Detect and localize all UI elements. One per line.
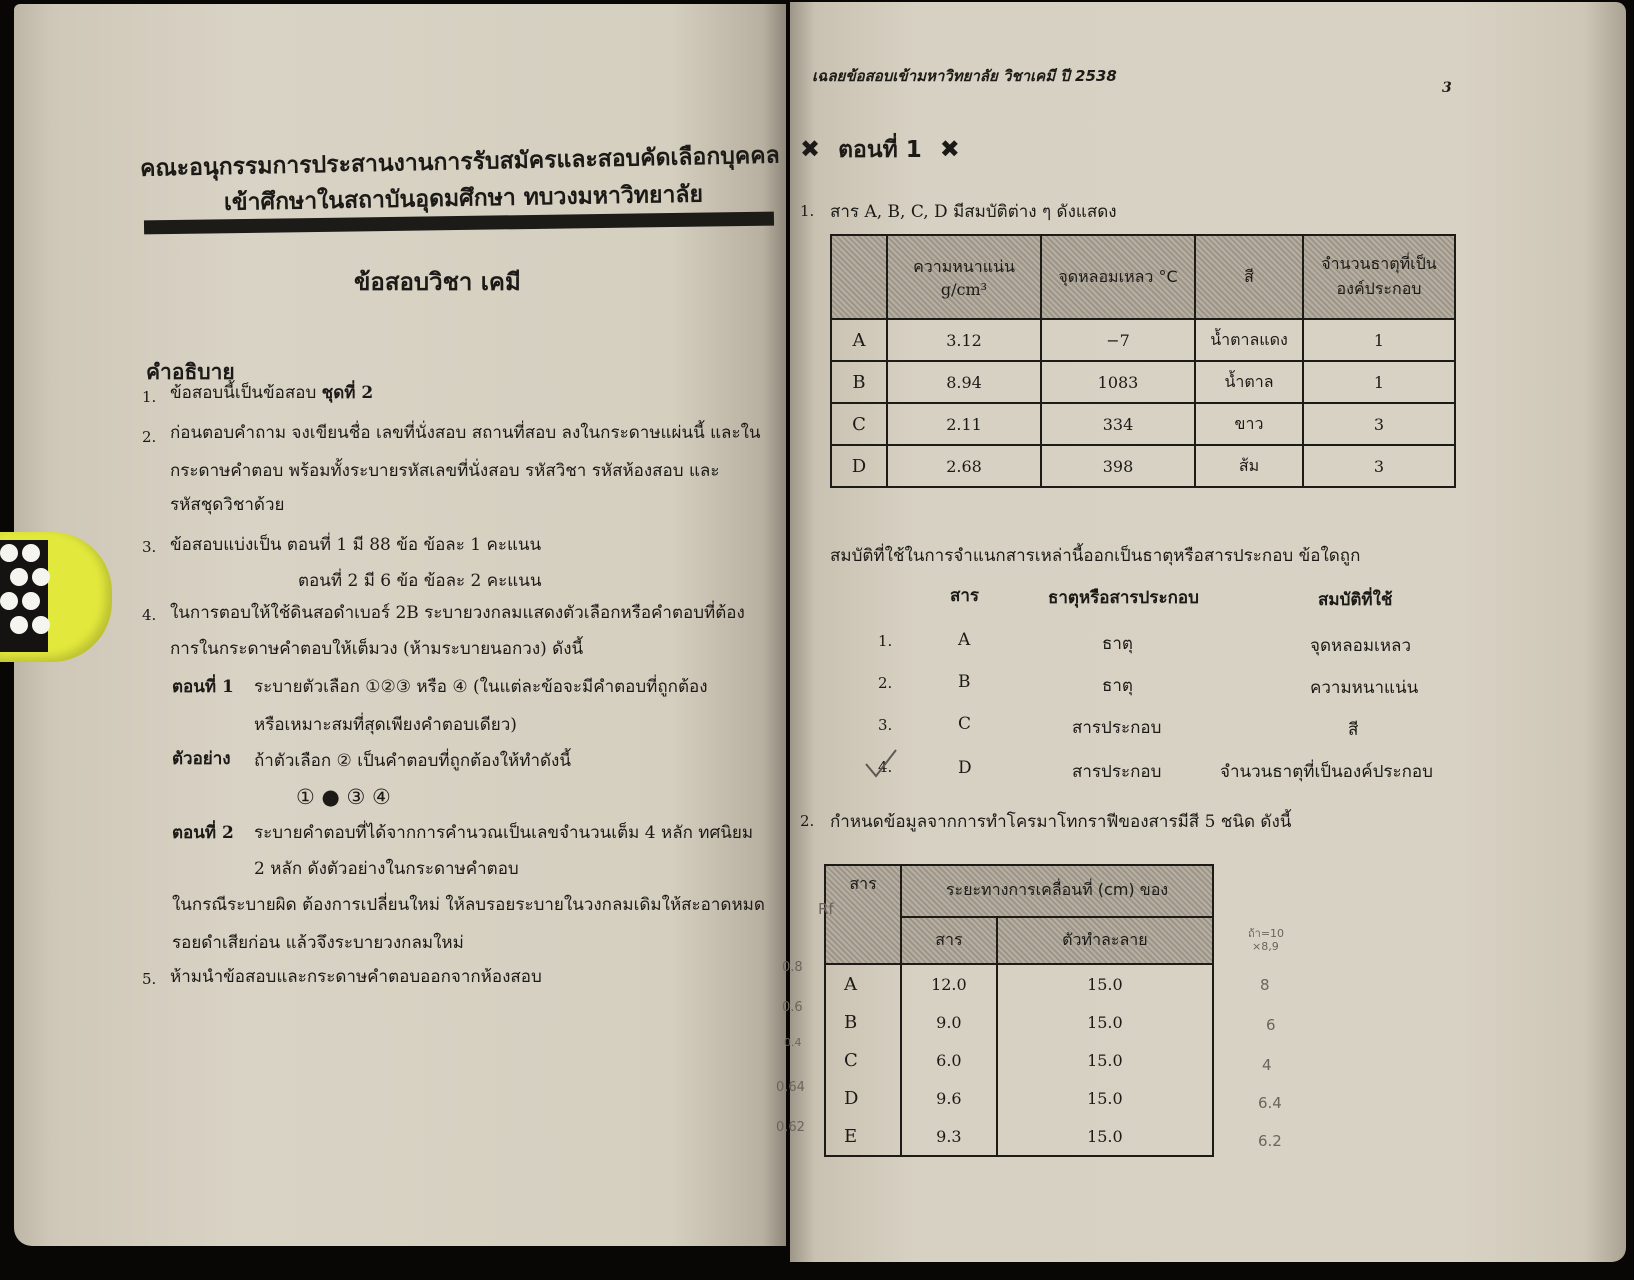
table-row — [831, 361, 1455, 403]
handwritten-rf-value: 0.4 — [784, 1036, 802, 1049]
part-2-line-1: ระบายคำตอบที่ได้จากการคำนวณเป็นเลขจำนวนเต็ม 4 หลัก ทศนิยม — [254, 823, 754, 843]
cell-substance-distance: 9.6 — [901, 1079, 997, 1117]
clip-dot — [0, 592, 18, 610]
part-1-label: ตอนที่ 1 — [172, 677, 234, 697]
cell-substance: B — [831, 361, 887, 403]
table-header-distance: ระยะทางการเคลื่อนที่ (cm) ของ — [901, 865, 1213, 917]
table-row — [831, 403, 1455, 445]
option-substance: B — [958, 672, 971, 692]
right-page — [776, 2, 1626, 1262]
option-property: ความหนาแน่น — [1310, 678, 1419, 698]
option-number: 4. — [878, 758, 893, 776]
clip-dot — [0, 544, 18, 562]
cell-substance: A — [831, 319, 887, 361]
item-number-1: 1. — [142, 388, 157, 406]
cell-density: 8.94 — [887, 361, 1041, 403]
handwritten-note-sub: ×8,9 — [1252, 940, 1279, 953]
item-number-4: 4. — [142, 606, 157, 624]
part-2-line-2: 2 หลัก ดังตัวอย่างในกระดาษคำตอบ — [254, 859, 519, 879]
clip-dot — [32, 616, 50, 634]
option-substance: A — [958, 630, 971, 650]
cell-melting-point: −7 — [1041, 319, 1195, 361]
q1-text: สาร A, B, C, D มีสมบัติต่าง ๆ ดังแสดง — [830, 202, 1117, 222]
options-header-substance: สาร — [950, 586, 980, 606]
cell-substance-distance: 9.3 — [901, 1117, 997, 1156]
left-page — [14, 4, 786, 1246]
option-type: ธาตุ — [1102, 676, 1133, 696]
option-property: จำนวนธาตุที่เป็นองค์ประกอบ — [1220, 762, 1433, 782]
instruction-4-line-2: การในกระดาษคำตอบให้เต็มวง (ห้ามระบายนอกวง) ดังนี้ — [170, 639, 584, 659]
exam-title: ข้อสอบวิชา เคมี — [354, 268, 521, 296]
part-title — [800, 132, 960, 168]
handwritten-rf-value: 0.8 — [782, 960, 803, 975]
table-header-melting-point: จุดหลอมเหลว °C — [1041, 235, 1195, 319]
paper-clip — [0, 532, 112, 662]
cell-color: ส้ม — [1195, 445, 1303, 487]
option-property: สี — [1348, 720, 1359, 740]
cell-substance: D — [831, 445, 887, 487]
handwritten-rf-value: 0.64 — [776, 1080, 805, 1095]
header-element-count-2: องค์ประกอบ — [1336, 279, 1422, 298]
option-type: สารประกอบ — [1072, 718, 1162, 738]
example-line-1: ถ้าตัวเลือก ② เป็นคำตอบที่ถูกต้องให้ทำดังนี้ — [254, 751, 571, 771]
option-property: จุดหลอมเหลว — [1310, 636, 1412, 656]
part-2-label: ตอนที่ 2 — [172, 823, 234, 843]
table-header-solvent: ตัวทำละลาย — [997, 917, 1213, 964]
clip-dot — [22, 544, 40, 562]
handwritten-rf-value: 0.6 — [782, 1000, 803, 1015]
page-number: 3 — [1442, 80, 1452, 96]
handwritten-value: 8 — [1260, 976, 1270, 994]
options-header-property: สมบัติที่ใช้ — [1318, 590, 1393, 610]
q1-number: 1. — [800, 202, 815, 220]
table-header-density — [887, 235, 1041, 319]
table-row — [825, 1041, 1213, 1079]
cell-element-count: 3 — [1303, 403, 1455, 445]
cell-substance: D — [825, 1079, 901, 1117]
clip-dot — [10, 568, 28, 586]
cell-substance: A — [825, 964, 901, 1003]
handwritten-rf-value: 0.62 — [776, 1120, 805, 1135]
cell-melting-point: 1083 — [1041, 361, 1195, 403]
mistake-line-1: ในกรณีระบายผิด ต้องการเปลี่ยนใหม่ ให้ลบรอยระบายในวงกลมเดิมให้สะอาดหมด — [172, 895, 765, 915]
cross-icon: ✖ — [800, 135, 821, 163]
mistake-line-2: รอยดำเสียก่อน แล้วจึงระบายวงกลมใหม่ — [172, 933, 464, 953]
item-number-3: 3. — [142, 538, 157, 556]
cell-substance: E — [825, 1117, 901, 1156]
cell-solvent-distance: 15.0 — [997, 1041, 1213, 1079]
committee-title-line-2: เข้าศึกษาในสถาบันอุดมศึกษา ทบวงมหาวิทยาลัย — [223, 181, 704, 216]
cell-solvent-distance: 15.0 — [997, 1003, 1213, 1041]
clip-dot — [22, 592, 40, 610]
instruction-3-line-2: ตอนที่ 2 มี 6 ข้อ ข้อละ 2 คะแนน — [298, 571, 542, 591]
committee-title-line-1: คณะอนุกรรมการประสานงานการรับสมัครและสอบคัดเลือกบุคคล — [139, 142, 780, 182]
cell-solvent-distance: 15.0 — [997, 964, 1213, 1003]
handwritten-value: 6.2 — [1258, 1132, 1282, 1150]
cell-substance: C — [831, 403, 887, 445]
item-number-2: 2. — [142, 428, 157, 446]
cell-element-count: 3 — [1303, 445, 1455, 487]
cell-melting-point: 334 — [1041, 403, 1195, 445]
header-element-count-1: จำนวนธาตุที่เป็น — [1321, 254, 1437, 273]
cell-substance-distance: 12.0 — [901, 964, 997, 1003]
properties-table — [830, 234, 1456, 488]
table-header-empty — [831, 235, 887, 319]
part-1-line-1: ระบายตัวเลือก ①②③ หรือ ④ (ในแต่ละข้อจะมีคำตอบที่ถูกต้อง — [254, 677, 708, 697]
table-row — [825, 1117, 1213, 1156]
instruction-2-line-3: รหัสชุดวิชาด้วย — [170, 495, 285, 515]
option-substance: C — [958, 714, 972, 734]
instructions-title: คำอธิบาย — [146, 360, 235, 384]
cell-density: 3.12 — [887, 319, 1041, 361]
handwritten-note: ถ้า=10 — [1248, 927, 1285, 940]
instruction-2-line-2: กระดาษคำตอบ พร้อมทั้งระบายรหัสเลขที่นั่งสอบ รหัสวิชา รหัสห้องสอบ และ — [170, 461, 720, 481]
table-row — [825, 964, 1213, 1003]
table-row — [831, 445, 1455, 487]
cell-substance-distance: 9.0 — [901, 1003, 997, 1041]
option-type: ธาตุ — [1102, 634, 1133, 654]
option-number: 1. — [878, 632, 893, 650]
table-header-row — [831, 235, 1455, 319]
handwritten-rf-label: Rf — [818, 900, 834, 918]
handwritten-value: 6.4 — [1258, 1094, 1282, 1112]
instruction-5: ห้ามนำข้อสอบและกระดาษคำตอบออกจากห้องสอบ — [170, 967, 542, 987]
table-header-sub-substance: สาร — [901, 917, 997, 964]
q1-question: สมบัติที่ใช้ในการจำแนกสารเหล่านี้ออกเป็นธาตุหรือสารประกอบ ข้อใดถูก — [830, 546, 1361, 566]
handwritten-value: 4 — [1262, 1056, 1272, 1074]
running-header: เฉลยข้อสอบเข้ามหาวิทยาลัย วิชาเคมี ปี 2538 — [812, 67, 1117, 85]
example-label: ตัวอย่าง — [172, 749, 231, 769]
header-density-unit: g/cm³ — [940, 280, 988, 299]
cell-density: 2.11 — [887, 403, 1041, 445]
instruction-3-line-1: ข้อสอบแบ่งเป็น ตอนที่ 1 มี 88 ข้อ ข้อละ 1 คะแนน — [170, 535, 542, 555]
table-row — [825, 1003, 1213, 1041]
instruction-1 — [170, 382, 373, 404]
cell-element-count: 1 — [1303, 361, 1455, 403]
part-title-text: ตอนที่ 1 — [838, 137, 922, 163]
example-bubbles: ① ● ③ ④ — [296, 785, 391, 809]
handwritten-value: 6 — [1266, 1016, 1276, 1034]
cross-icon: ✖ — [939, 135, 960, 163]
option-type: สารประกอบ — [1072, 762, 1162, 782]
table-header-substance: สาร — [825, 865, 901, 964]
table-row — [831, 319, 1455, 361]
table-row — [825, 1079, 1213, 1117]
options-header-type: ธาตุหรือสารประกอบ — [1048, 588, 1199, 608]
cell-solvent-distance: 15.0 — [997, 1117, 1213, 1156]
check-mark-icon — [862, 746, 902, 782]
item-number-5: 5. — [142, 970, 157, 988]
cell-color: ขาว — [1195, 403, 1303, 445]
cell-element-count: 1 — [1303, 319, 1455, 361]
cell-solvent-distance: 15.0 — [997, 1079, 1213, 1117]
table-header-row — [825, 865, 1213, 917]
option-number: 3. — [878, 716, 893, 734]
instruction-1-set: ชุดที่ 2 — [321, 383, 374, 403]
instruction-2-line-1: ก่อนตอบคำถาม จงเขียนชื่อ เลขที่นั่งสอบ สถานที่สอบ ลงในกระดาษแผ่นนี้ และใน — [170, 423, 761, 443]
cell-substance: B — [825, 1003, 901, 1041]
q2-number: 2. — [800, 812, 815, 830]
q2-text: กำหนดข้อมูลจากการทำโครมาโทกราฟีของสารมีสี 5 ชนิด ดังนี้ — [830, 812, 1292, 832]
part-1-line-2: หรือเหมาะสมที่สุดเพียงคำตอบเดียว) — [254, 715, 517, 735]
instruction-4-line-1: ในการตอบให้ใช้ดินสอดำเบอร์ 2B ระบายวงกลมแสดงตัวเลือกหรือคำตอบที่ต้อง — [170, 603, 745, 623]
cell-density: 2.68 — [887, 445, 1041, 487]
cell-substance-distance: 6.0 — [901, 1041, 997, 1079]
header-density: ความหนาแน่น — [913, 257, 1015, 276]
clip-dot — [10, 616, 28, 634]
table-header-element-count — [1303, 235, 1455, 319]
cell-substance: C — [825, 1041, 901, 1079]
instruction-1-text: ข้อสอบนี้เป็นข้อสอบ — [170, 383, 317, 403]
clip-dot — [32, 568, 50, 586]
cell-color: น้ำตาลแดง — [1195, 319, 1303, 361]
option-number: 2. — [878, 674, 893, 692]
table-header-color: สี — [1195, 235, 1303, 319]
option-substance: D — [958, 758, 972, 778]
chromatography-table — [824, 864, 1214, 1157]
cell-melting-point: 398 — [1041, 445, 1195, 487]
cell-color: น้ำตาล — [1195, 361, 1303, 403]
